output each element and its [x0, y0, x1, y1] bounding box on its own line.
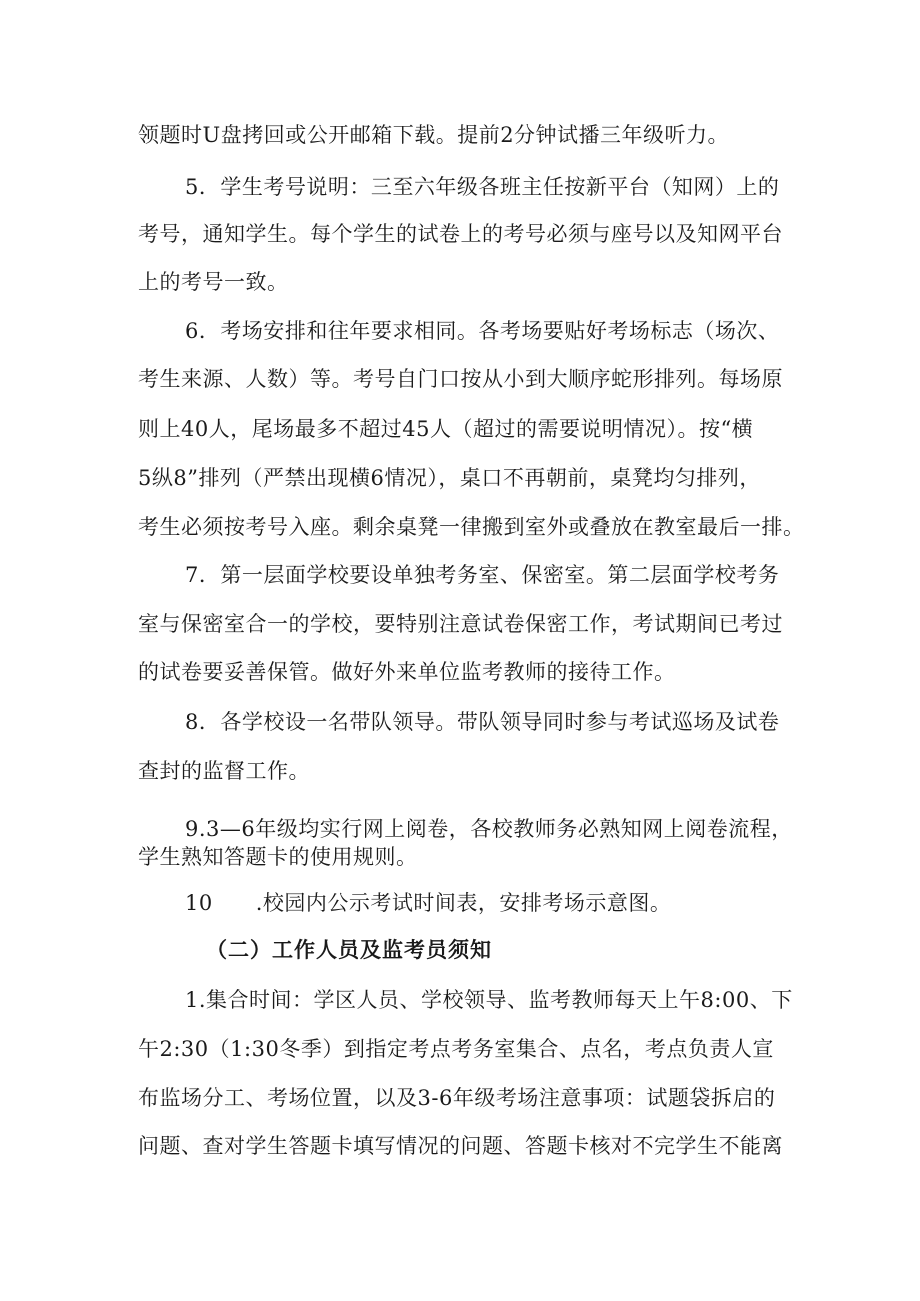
- section-heading: （二）工作人员及监考员须知: [206, 938, 492, 962]
- text-line: 查封的监督工作。: [138, 759, 310, 783]
- paragraph-6-first-line: 6．考场安排和往年要求相同。各考场要贴好考场标志（场次、: [185, 319, 780, 343]
- text-line: 考号，通知学生。每个学生的试卷上的考号必须与座号以及知网平台: [138, 222, 783, 246]
- paragraph-8-first-line: 8．各学校设一名带队领导。带队领导同时参与考试巡场及试卷: [185, 710, 780, 734]
- text-line: 上的考号一致。: [138, 270, 289, 294]
- paragraph-7-first-line: 7．第一层面学校要设单独考务室、保密室。第二层面学校考务: [185, 563, 780, 587]
- text-line: 室与保密室合一的学校，要特别注意试卷保密工作，考试期间已考过: [138, 612, 783, 636]
- paragraph-1-first-line: 1.集合时间：学区人员、学校领导、监考教师每天上午8:00、下: [185, 988, 793, 1012]
- text-line: 5纵8”排列（严禁出现横6情况），桌口不再朝前，桌凳均匀排列，: [138, 466, 761, 490]
- text-line: 学生熟知答题卡的使用规则。: [138, 845, 418, 869]
- text-line: 午2:30（1:30冬季）到指定考点考务室集合、点名，考点负责人宣: [138, 1037, 774, 1061]
- text-line: 领题时U盘拷回或公开邮箱下载。提前2分钟试播三年级听力。: [138, 123, 730, 147]
- text-line: 问题、查对学生答题卡填写情况的问题、答题卡核对不完学生不能离: [138, 1134, 783, 1158]
- text-line: 的试卷要妥善保管。做好外来单位监考教师的接待工作。: [138, 660, 676, 684]
- text-line: 布监场分工、考场位置，以及3-6年级考场注意事项：试题袋拆启的: [138, 1086, 776, 1110]
- paragraph-10-line: 10 .校园内公示考试时间表，安排考场示意图。: [185, 891, 672, 915]
- text-line: 考生必须按考号入座。剩余桌凳一律搬到室外或叠放在教室最后一排。: [138, 515, 805, 539]
- paragraph-5-first-line: 5．学生考号说明：三至六年级各班主任按新平台（知网）上的: [185, 175, 780, 199]
- text-line: 考生来源、人数）等。考号自门口按从小到大顺序蛇形排列。每场原: [138, 367, 783, 391]
- paragraph-9-first-line: 9.3—6年级均实行网上阅卷，各校教师务必熟知网上阅卷流程，: [185, 817, 793, 841]
- text-line: 则上40人，尾场最多不超过45人（超过的需要说明情况）。按“横: [138, 417, 754, 441]
